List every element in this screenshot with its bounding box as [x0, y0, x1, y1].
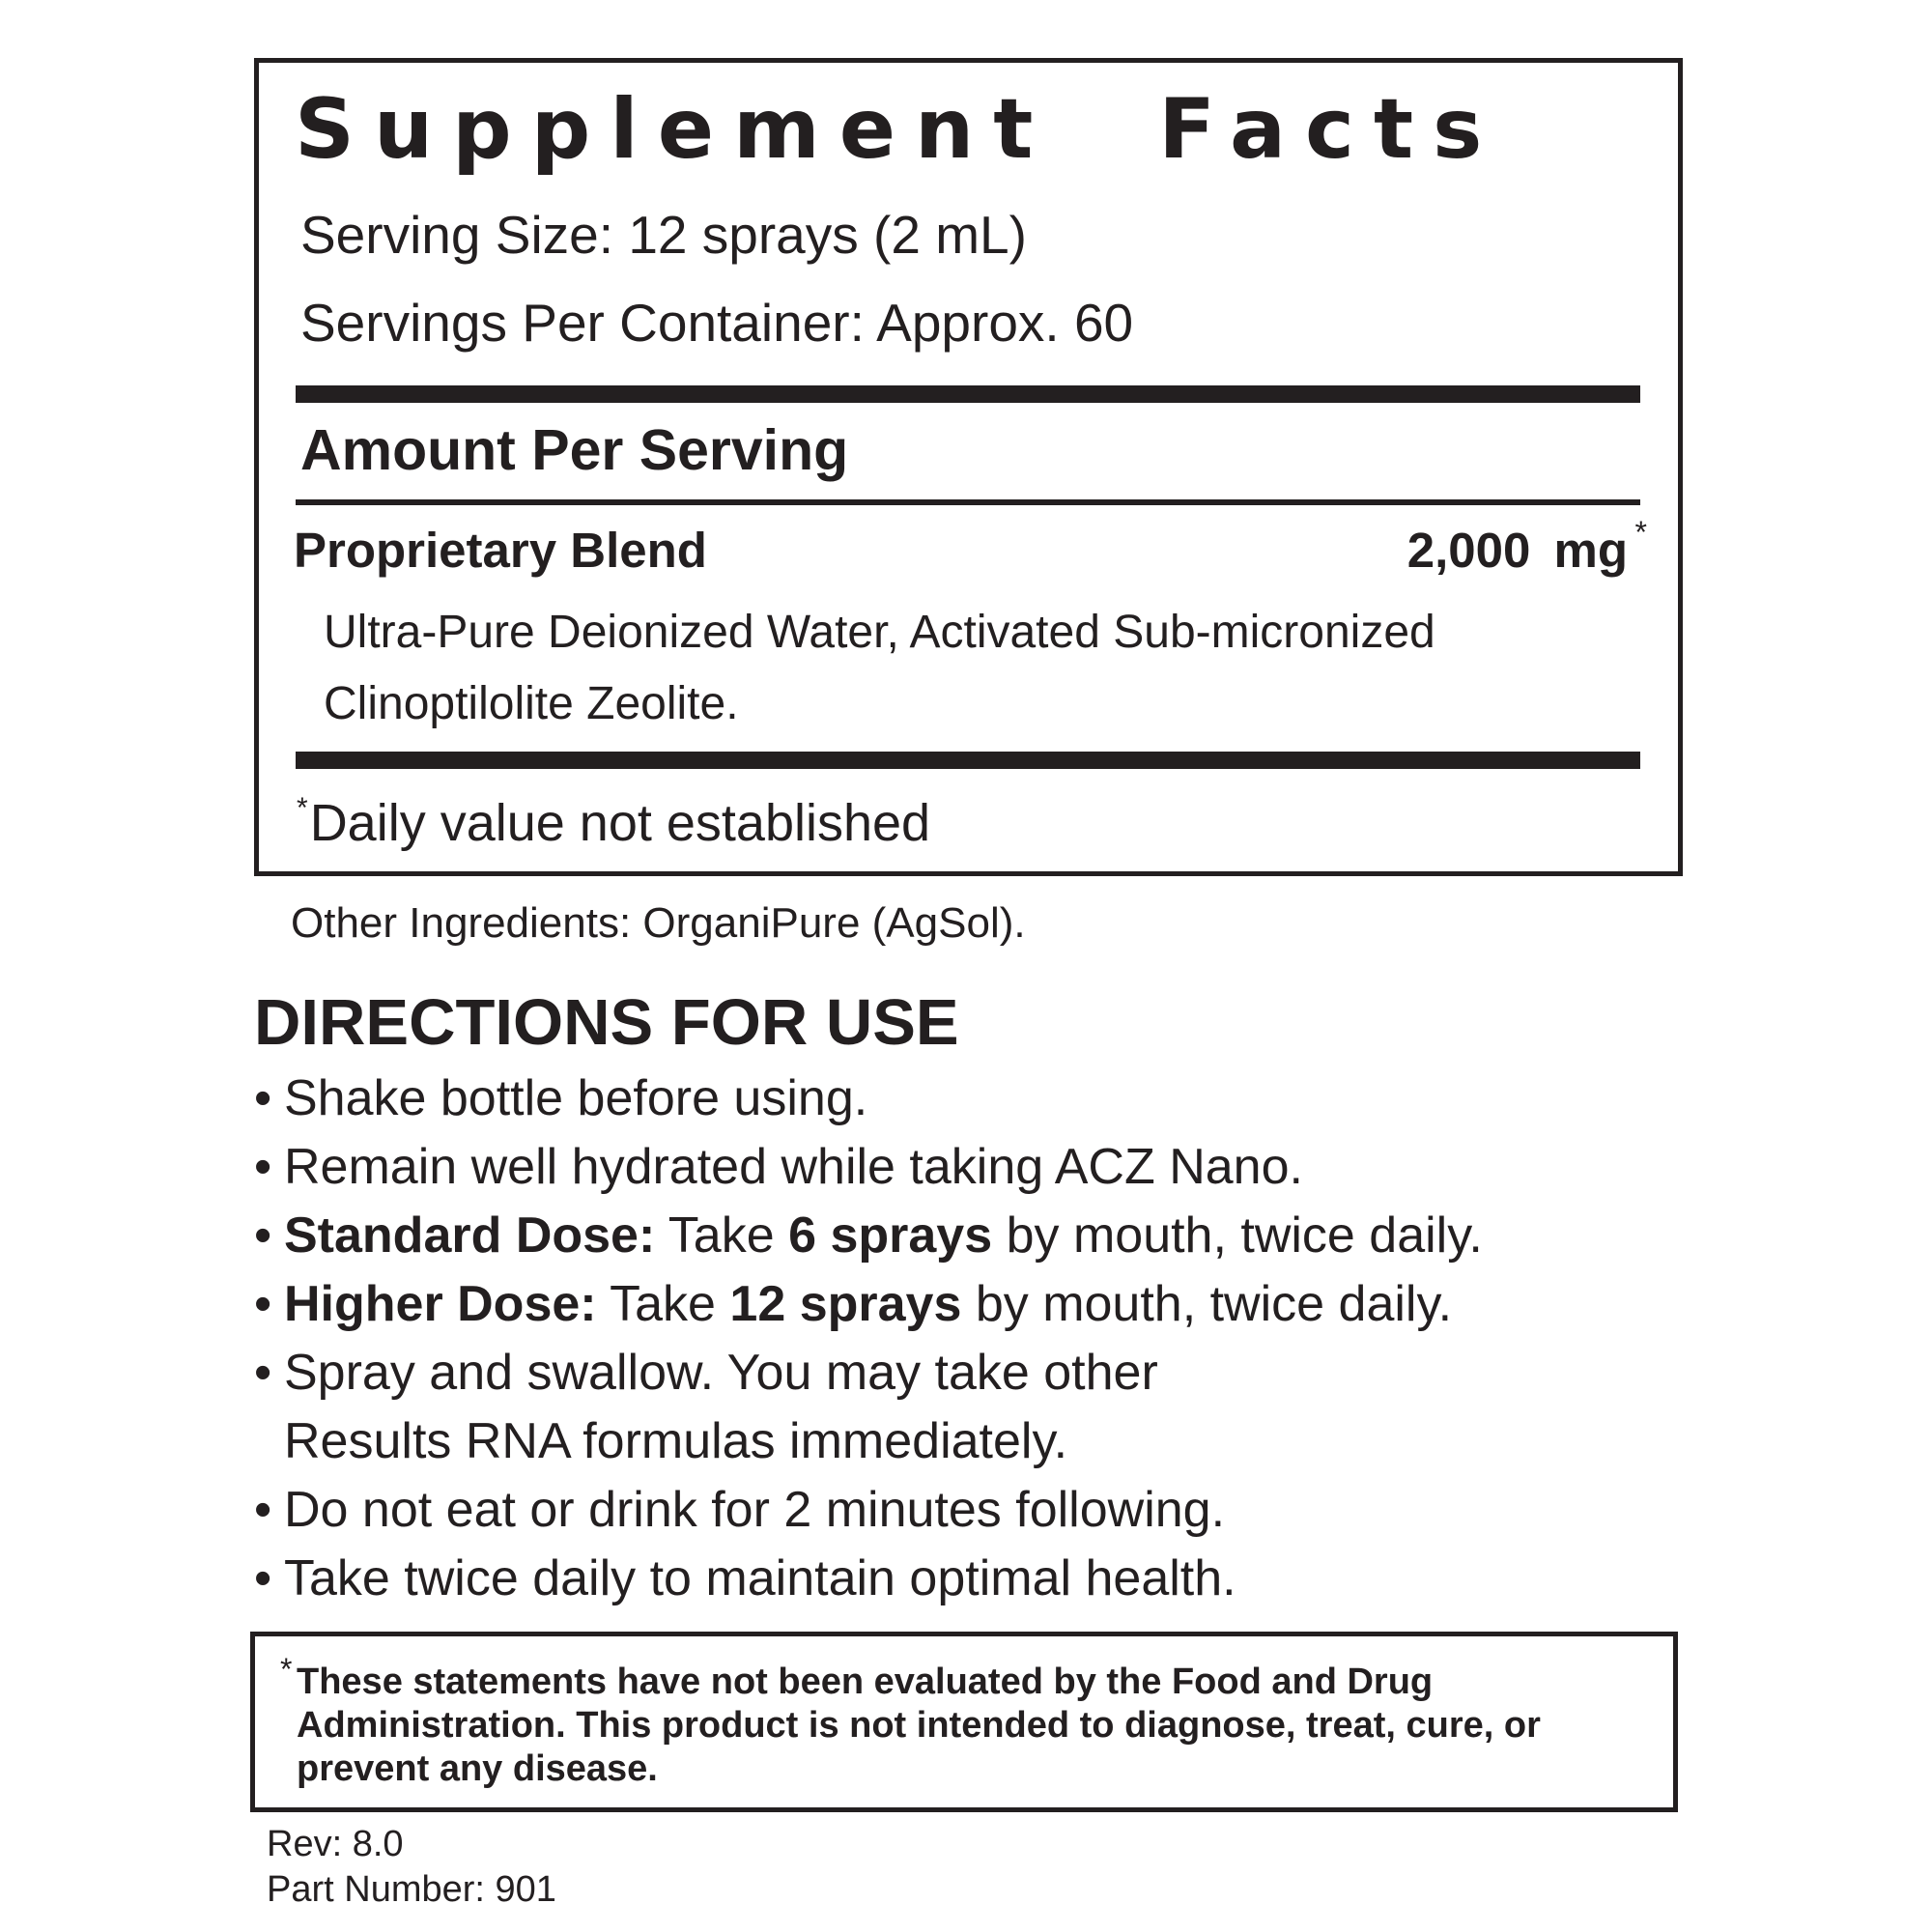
direction-text-line1: Spray and swallow. You may take other — [284, 1345, 1158, 1401]
proprietary-blend-name: Proprietary Blend — [294, 523, 707, 578]
direction-item — [254, 1545, 1606, 1613]
fda-disclaimer-box — [250, 1632, 1678, 1812]
bullet-icon: • — [254, 1208, 272, 1264]
blend-amount-asterisk: * — [1634, 515, 1647, 550]
direction-text: Shake bottle before using. — [284, 1070, 868, 1126]
bullet-icon: • — [254, 1276, 272, 1332]
direction-item — [254, 1065, 1606, 1133]
thick-divider — [296, 752, 1640, 769]
bullet-icon: • — [254, 1070, 272, 1126]
blend-ingredients: Ultra-Pure Deionized Water, Activated Sub-micronized Clinoptilolite Zeolite. — [324, 607, 1435, 729]
serving-size: Serving Size: 12 sprays (2 mL) — [300, 205, 1027, 265]
directions-list — [254, 1065, 1606, 1613]
proprietary-blend-amount: 2,000 mg — [1406, 523, 1628, 578]
other-ingredients: Other Ingredients: OrganiPure (AgSol). — [291, 899, 1026, 947]
direction-text-pre: Take — [596, 1276, 730, 1332]
direction-item — [254, 1270, 1606, 1339]
direction-item — [254, 1476, 1606, 1545]
direction-item — [254, 1339, 1606, 1476]
servings-per-container: Servings Per Container: Approx. 60 — [300, 293, 1134, 353]
daily-value-footnote — [297, 792, 931, 852]
fda-disclaimer-text: These statements have not been evaluated by the Food and Drug Administration. This product is not intended to diagnose, treat, cure, or prevent any disease. — [297, 1662, 1541, 1789]
thin-divider — [296, 499, 1640, 505]
direction-text: Remain well hydrated while taking ACZ Nano. — [284, 1139, 1303, 1195]
direction-dose: 12 sprays — [729, 1276, 962, 1332]
direction-dose: 6 sprays — [788, 1208, 993, 1264]
direction-text: Do not eat or drink for 2 minutes following. — [284, 1482, 1226, 1538]
direction-text-post: by mouth, twice daily. — [992, 1208, 1483, 1264]
bullet-icon: • — [254, 1345, 272, 1401]
part-number: Part Number: 901 — [267, 1869, 556, 1910]
direction-text-line2: Results RNA formulas immediately. — [284, 1413, 1068, 1469]
direction-text-pre: Take — [655, 1208, 789, 1264]
direction-item — [254, 1202, 1606, 1270]
direction-lead: Higher Dose: — [284, 1276, 597, 1332]
revision-number: Rev: 8.0 — [267, 1824, 404, 1864]
supplement-facts-panel — [254, 58, 1683, 876]
direction-lead: Standard Dose: — [284, 1208, 656, 1264]
footnote-asterisk: * — [297, 792, 308, 824]
disclaimer-asterisk: * — [280, 1652, 293, 1687]
direction-item — [254, 1133, 1606, 1202]
bullet-icon: • — [254, 1139, 272, 1195]
bullet-icon: • — [254, 1482, 272, 1538]
bullet-icon: • — [254, 1550, 272, 1606]
direction-text: Take twice daily to maintain optimal health. — [284, 1550, 1236, 1606]
thick-divider — [296, 385, 1640, 403]
footnote-text: Daily value not established — [309, 794, 931, 852]
facts-title: Supplement Facts — [295, 81, 1502, 178]
direction-text-post: by mouth, twice daily. — [961, 1276, 1453, 1332]
directions-heading: DIRECTIONS FOR USE — [254, 986, 959, 1059]
amount-per-serving-heading: Amount Per Serving — [300, 418, 849, 482]
